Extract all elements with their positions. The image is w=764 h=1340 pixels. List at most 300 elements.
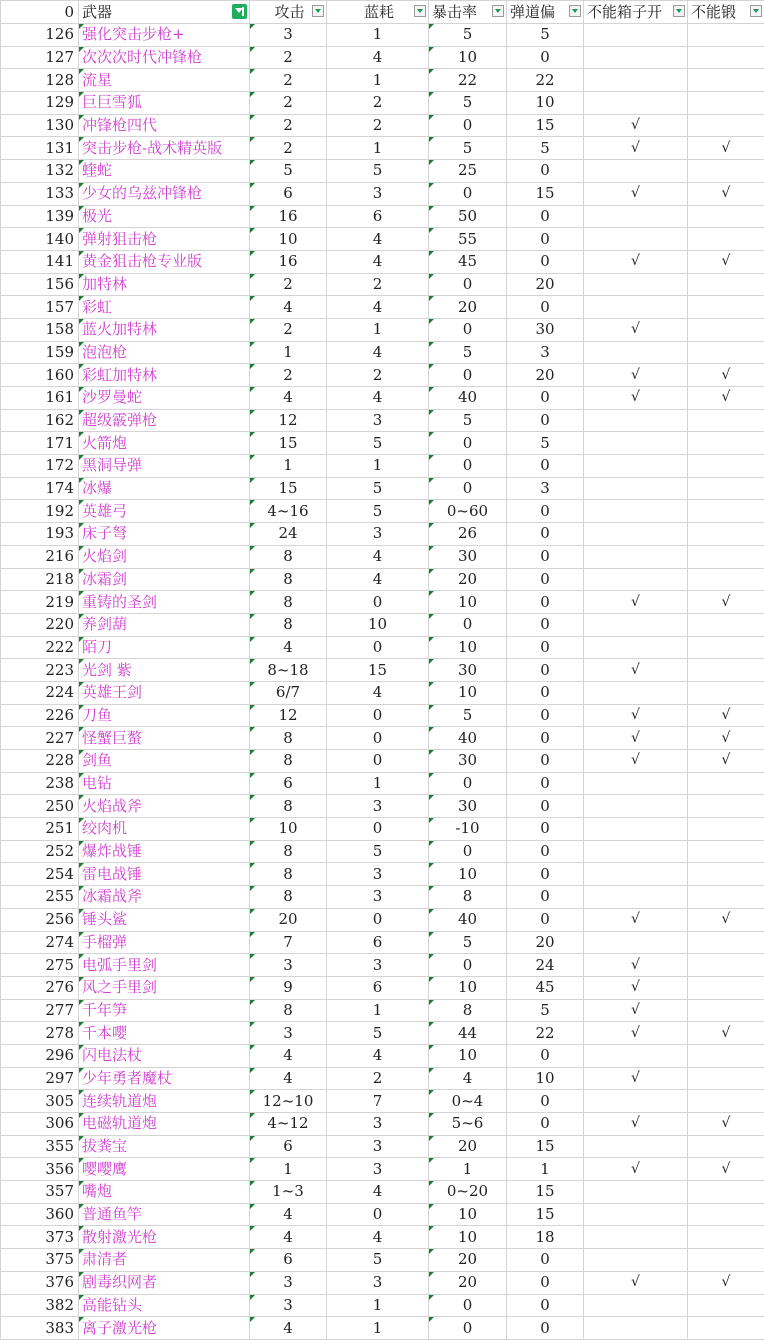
row-number[interactable]: 161 <box>1 387 79 410</box>
no-forge-mark[interactable]: √ <box>688 727 764 750</box>
no-forge-mark[interactable] <box>688 886 764 909</box>
no-forge-mark[interactable] <box>688 1249 764 1272</box>
deviation-value[interactable]: 1 <box>507 1158 584 1181</box>
row-number[interactable]: 222 <box>1 636 79 659</box>
row-number[interactable]: 133 <box>1 182 79 205</box>
crit-value[interactable]: 55 <box>429 228 507 251</box>
no-forge-mark[interactable]: √ <box>688 137 764 160</box>
row-number[interactable]: 355 <box>1 1135 79 1158</box>
weapon-name[interactable]: 千年笋 <box>79 999 250 1022</box>
mana-value[interactable]: 6 <box>327 205 429 228</box>
no-forge-mark[interactable] <box>688 1181 764 1204</box>
row-number[interactable]: 276 <box>1 976 79 999</box>
attack-value[interactable]: 6 <box>250 772 327 795</box>
crit-value[interactable]: 20 <box>429 1249 507 1272</box>
no-chest-mark[interactable] <box>584 432 688 455</box>
mana-value[interactable]: 4 <box>327 1181 429 1204</box>
no-forge-mark[interactable]: √ <box>688 704 764 727</box>
crit-value[interactable]: 10 <box>429 1226 507 1249</box>
no-chest-mark[interactable]: √ <box>584 1113 688 1136</box>
header-deviation[interactable] <box>507 1 584 24</box>
mana-value[interactable]: 0 <box>327 727 429 750</box>
row-number[interactable]: 129 <box>1 92 79 115</box>
deviation-value[interactable]: 0 <box>507 750 584 773</box>
mana-value[interactable]: 10 <box>327 613 429 636</box>
no-forge-mark[interactable] <box>688 114 764 137</box>
no-forge-mark[interactable] <box>688 228 764 251</box>
row-number[interactable]: 131 <box>1 137 79 160</box>
no-forge-mark[interactable] <box>688 999 764 1022</box>
attack-value[interactable]: 4 <box>250 1226 327 1249</box>
no-chest-mark[interactable] <box>584 1294 688 1317</box>
deviation-value[interactable]: 0 <box>507 387 584 410</box>
crit-value[interactable]: 30 <box>429 750 507 773</box>
row-number[interactable]: 251 <box>1 818 79 841</box>
attack-value[interactable]: 6 <box>250 1135 327 1158</box>
crit-value[interactable]: 5 <box>429 341 507 364</box>
no-forge-mark[interactable] <box>688 1294 764 1317</box>
attack-value[interactable]: 8 <box>250 863 327 886</box>
mana-value[interactable]: 1 <box>327 455 429 478</box>
crit-value[interactable]: 20 <box>429 296 507 319</box>
no-forge-mark[interactable] <box>688 1135 764 1158</box>
attack-value[interactable]: 1 <box>250 455 327 478</box>
deviation-value[interactable]: 22 <box>507 1022 584 1045</box>
crit-value[interactable]: 0 <box>429 182 507 205</box>
row-number[interactable]: 238 <box>1 772 79 795</box>
deviation-value[interactable]: 0 <box>507 1090 584 1113</box>
weapon-name[interactable]: 拔粪宝 <box>79 1135 250 1158</box>
deviation-value[interactable]: 0 <box>507 296 584 319</box>
mana-value[interactable]: 4 <box>327 46 429 69</box>
weapon-name[interactable]: 手榴弹 <box>79 931 250 954</box>
no-forge-mark[interactable]: √ <box>688 250 764 273</box>
deviation-value[interactable]: 0 <box>507 659 584 682</box>
mana-value[interactable]: 0 <box>327 908 429 931</box>
weapon-name[interactable]: 彩虹 <box>79 296 250 319</box>
crit-value[interactable]: 10 <box>429 1044 507 1067</box>
no-forge-mark[interactable] <box>688 500 764 523</box>
crit-value[interactable]: 10 <box>429 863 507 886</box>
deviation-value[interactable]: 0 <box>507 250 584 273</box>
mana-value[interactable]: 5 <box>327 160 429 183</box>
deviation-value[interactable]: 0 <box>507 46 584 69</box>
no-forge-mark[interactable] <box>688 681 764 704</box>
attack-value[interactable]: 4 <box>250 387 327 410</box>
mana-value[interactable]: 5 <box>327 500 429 523</box>
crit-value[interactable]: 4 <box>429 1067 507 1090</box>
no-chest-mark[interactable]: √ <box>584 750 688 773</box>
mana-value[interactable]: 15 <box>327 659 429 682</box>
weapon-name[interactable]: 次次次时代冲锋枪 <box>79 46 250 69</box>
weapon-name[interactable]: 千本嘤 <box>79 1022 250 1045</box>
no-chest-mark[interactable]: √ <box>584 1022 688 1045</box>
row-number[interactable]: 376 <box>1 1271 79 1294</box>
attack-value[interactable]: 16 <box>250 205 327 228</box>
no-forge-mark[interactable] <box>688 1203 764 1226</box>
weapon-name[interactable]: 弹射狙击枪 <box>79 228 250 251</box>
crit-value[interactable]: 30 <box>429 545 507 568</box>
weapon-name[interactable]: 强化突击步枪+ <box>79 24 250 47</box>
attack-value[interactable]: 4 <box>250 1067 327 1090</box>
crit-value[interactable]: 8 <box>429 886 507 909</box>
attack-value[interactable]: 4 <box>250 296 327 319</box>
weapon-name[interactable]: 加特林 <box>79 273 250 296</box>
row-number[interactable]: 296 <box>1 1044 79 1067</box>
deviation-value[interactable]: 0 <box>507 1317 584 1340</box>
no-forge-mark[interactable] <box>688 341 764 364</box>
no-chest-mark[interactable] <box>584 863 688 886</box>
weapon-name[interactable]: 英雄弓 <box>79 500 250 523</box>
no-forge-mark[interactable] <box>688 545 764 568</box>
no-forge-mark[interactable] <box>688 613 764 636</box>
header-weapon[interactable] <box>79 1 250 24</box>
no-chest-mark[interactable] <box>584 523 688 546</box>
crit-value[interactable]: 0 <box>429 432 507 455</box>
no-chest-mark[interactable] <box>584 455 688 478</box>
deviation-value[interactable]: 24 <box>507 954 584 977</box>
row-number[interactable]: 373 <box>1 1226 79 1249</box>
no-chest-mark[interactable]: √ <box>584 1271 688 1294</box>
row-number[interactable]: 172 <box>1 455 79 478</box>
crit-value[interactable]: 10 <box>429 976 507 999</box>
weapon-name[interactable]: 雷电战锤 <box>79 863 250 886</box>
no-chest-mark[interactable] <box>584 160 688 183</box>
no-forge-mark[interactable] <box>688 160 764 183</box>
deviation-value[interactable]: 45 <box>507 976 584 999</box>
deviation-value[interactable]: 22 <box>507 69 584 92</box>
no-chest-mark[interactable] <box>584 409 688 432</box>
no-chest-mark[interactable] <box>584 1226 688 1249</box>
mana-value[interactable]: 3 <box>327 1135 429 1158</box>
deviation-value[interactable]: 20 <box>507 273 584 296</box>
attack-value[interactable]: 8 <box>250 545 327 568</box>
crit-value[interactable]: 8 <box>429 999 507 1022</box>
no-chest-mark[interactable]: √ <box>584 954 688 977</box>
weapon-name[interactable]: 爆炸战锤 <box>79 840 250 863</box>
row-number[interactable]: 306 <box>1 1113 79 1136</box>
mana-value[interactable]: 2 <box>327 364 429 387</box>
dropdown-arrow-icon[interactable] <box>414 5 426 17</box>
deviation-value[interactable]: 0 <box>507 1271 584 1294</box>
row-number[interactable]: 375 <box>1 1249 79 1272</box>
weapon-name[interactable]: 极光 <box>79 205 250 228</box>
attack-value[interactable]: 12 <box>250 704 327 727</box>
no-chest-mark[interactable]: √ <box>584 114 688 137</box>
filter-active-icon[interactable] <box>232 4 247 19</box>
no-chest-mark[interactable]: √ <box>584 1067 688 1090</box>
mana-value[interactable]: 4 <box>327 250 429 273</box>
attack-value[interactable]: 2 <box>250 364 327 387</box>
row-number[interactable]: 128 <box>1 69 79 92</box>
no-chest-mark[interactable]: √ <box>584 318 688 341</box>
mana-value[interactable]: 3 <box>327 523 429 546</box>
attack-value[interactable]: 8 <box>250 795 327 818</box>
weapon-name[interactable]: 流星 <box>79 69 250 92</box>
mana-value[interactable]: 2 <box>327 1067 429 1090</box>
crit-value[interactable]: 5~6 <box>429 1113 507 1136</box>
weapon-name[interactable]: 光剑 紫 <box>79 659 250 682</box>
no-forge-mark[interactable] <box>688 636 764 659</box>
crit-value[interactable]: 40 <box>429 908 507 931</box>
row-number[interactable]: 254 <box>1 863 79 886</box>
weapon-name[interactable]: 剑鱼 <box>79 750 250 773</box>
no-forge-mark[interactable] <box>688 1226 764 1249</box>
crit-value[interactable]: 0 <box>429 772 507 795</box>
deviation-value[interactable]: 15 <box>507 114 584 137</box>
deviation-value[interactable]: 0 <box>507 545 584 568</box>
mana-value[interactable]: 7 <box>327 1090 429 1113</box>
weapon-name[interactable]: 陌刀 <box>79 636 250 659</box>
weapon-name[interactable]: 散射激光枪 <box>79 1226 250 1249</box>
attack-value[interactable]: 4 <box>250 1317 327 1340</box>
mana-value[interactable]: 4 <box>327 387 429 410</box>
mana-value[interactable]: 0 <box>327 591 429 614</box>
attack-value[interactable]: 4~12 <box>250 1113 327 1136</box>
attack-value[interactable]: 1~3 <box>250 1181 327 1204</box>
attack-value[interactable]: 8 <box>250 591 327 614</box>
mana-value[interactable]: 6 <box>327 931 429 954</box>
no-chest-mark[interactable] <box>584 1181 688 1204</box>
no-forge-mark[interactable] <box>688 568 764 591</box>
mana-value[interactable]: 4 <box>327 296 429 319</box>
mana-value[interactable]: 1 <box>327 999 429 1022</box>
weapon-name[interactable]: 超级霰弹枪 <box>79 409 250 432</box>
no-forge-mark[interactable]: √ <box>688 1022 764 1045</box>
mana-value[interactable]: 4 <box>327 568 429 591</box>
mana-value[interactable]: 1 <box>327 137 429 160</box>
no-forge-mark[interactable]: √ <box>688 750 764 773</box>
crit-value[interactable]: 0 <box>429 273 507 296</box>
mana-value[interactable]: 4 <box>327 228 429 251</box>
no-forge-mark[interactable] <box>688 477 764 500</box>
attack-value[interactable]: 8 <box>250 727 327 750</box>
attack-value[interactable]: 12 <box>250 409 327 432</box>
deviation-value[interactable]: 30 <box>507 318 584 341</box>
mana-value[interactable]: 3 <box>327 954 429 977</box>
no-chest-mark[interactable] <box>584 568 688 591</box>
mana-value[interactable]: 1 <box>327 772 429 795</box>
attack-value[interactable]: 10 <box>250 818 327 841</box>
weapon-name[interactable]: 冰霜战斧 <box>79 886 250 909</box>
row-number[interactable]: 228 <box>1 750 79 773</box>
no-chest-mark[interactable]: √ <box>584 182 688 205</box>
no-forge-mark[interactable]: √ <box>688 364 764 387</box>
weapon-name[interactable]: 电钻 <box>79 772 250 795</box>
no-chest-mark[interactable]: √ <box>584 591 688 614</box>
mana-value[interactable]: 3 <box>327 1158 429 1181</box>
mana-value[interactable]: 5 <box>327 1022 429 1045</box>
mana-value[interactable]: 6 <box>327 976 429 999</box>
deviation-value[interactable]: 0 <box>507 1249 584 1272</box>
row-number[interactable]: 139 <box>1 205 79 228</box>
crit-value[interactable]: 5 <box>429 704 507 727</box>
row-number[interactable]: 227 <box>1 727 79 750</box>
row-number[interactable]: 158 <box>1 318 79 341</box>
corner-cell[interactable]: 0 <box>1 1 79 24</box>
attack-value[interactable]: 10 <box>250 228 327 251</box>
row-number[interactable]: 157 <box>1 296 79 319</box>
no-forge-mark[interactable]: √ <box>688 591 764 614</box>
mana-value[interactable]: 1 <box>327 24 429 47</box>
mana-value[interactable]: 3 <box>327 863 429 886</box>
attack-value[interactable]: 8 <box>250 568 327 591</box>
weapon-name[interactable]: 巨巨雪狐 <box>79 92 250 115</box>
weapon-name[interactable]: 电磁轨道炮 <box>79 1113 250 1136</box>
row-number[interactable]: 160 <box>1 364 79 387</box>
attack-value[interactable]: 12~10 <box>250 1090 327 1113</box>
row-number[interactable]: 140 <box>1 228 79 251</box>
no-forge-mark[interactable]: √ <box>688 1271 764 1294</box>
deviation-value[interactable]: 10 <box>507 92 584 115</box>
crit-value[interactable]: 30 <box>429 659 507 682</box>
row-number[interactable]: 357 <box>1 1181 79 1204</box>
weapon-name[interactable]: 绞肉机 <box>79 818 250 841</box>
row-number[interactable]: 141 <box>1 250 79 273</box>
weapon-name[interactable]: 肃清者 <box>79 1249 250 1272</box>
row-number[interactable]: 278 <box>1 1022 79 1045</box>
row-number[interactable]: 171 <box>1 432 79 455</box>
crit-value[interactable]: 5 <box>429 92 507 115</box>
crit-value[interactable]: 0 <box>429 613 507 636</box>
deviation-value[interactable]: 0 <box>507 613 584 636</box>
weapon-name[interactable]: 电弧手里剑 <box>79 954 250 977</box>
attack-value[interactable]: 2 <box>250 137 327 160</box>
weapon-name[interactable]: 蝰蛇 <box>79 160 250 183</box>
deviation-value[interactable]: 0 <box>507 1113 584 1136</box>
weapon-name[interactable]: 剧毒织网者 <box>79 1271 250 1294</box>
mana-value[interactable]: 5 <box>327 1249 429 1272</box>
attack-value[interactable]: 15 <box>250 477 327 500</box>
no-forge-mark[interactable]: √ <box>688 182 764 205</box>
deviation-value[interactable]: 0 <box>507 1044 584 1067</box>
attack-value[interactable]: 8 <box>250 750 327 773</box>
no-chest-mark[interactable] <box>584 636 688 659</box>
deviation-value[interactable]: 5 <box>507 432 584 455</box>
deviation-value[interactable]: 0 <box>507 681 584 704</box>
attack-value[interactable]: 6 <box>250 182 327 205</box>
no-chest-mark[interactable] <box>584 228 688 251</box>
deviation-value[interactable]: 0 <box>507 908 584 931</box>
no-forge-mark[interactable] <box>688 954 764 977</box>
deviation-value[interactable]: 3 <box>507 477 584 500</box>
no-forge-mark[interactable] <box>688 318 764 341</box>
row-number[interactable]: 277 <box>1 999 79 1022</box>
deviation-value[interactable]: 0 <box>507 704 584 727</box>
weapon-name[interactable]: 怪蟹巨螯 <box>79 727 250 750</box>
attack-value[interactable]: 20 <box>250 908 327 931</box>
crit-value[interactable]: 5 <box>429 931 507 954</box>
row-number[interactable]: 275 <box>1 954 79 977</box>
deviation-value[interactable]: 20 <box>507 931 584 954</box>
no-forge-mark[interactable] <box>688 455 764 478</box>
no-chest-mark[interactable]: √ <box>584 1158 688 1181</box>
no-forge-mark[interactable] <box>688 795 764 818</box>
crit-value[interactable]: 30 <box>429 795 507 818</box>
no-chest-mark[interactable]: √ <box>584 659 688 682</box>
mana-value[interactable]: 3 <box>327 409 429 432</box>
attack-value[interactable]: 3 <box>250 24 327 47</box>
no-chest-mark[interactable] <box>584 477 688 500</box>
header-no-chest[interactable] <box>584 1 688 24</box>
attack-value[interactable]: 8~18 <box>250 659 327 682</box>
weapon-name[interactable]: 嘴炮 <box>79 1181 250 1204</box>
no-chest-mark[interactable] <box>584 296 688 319</box>
no-forge-mark[interactable] <box>688 409 764 432</box>
mana-value[interactable]: 4 <box>327 1044 429 1067</box>
weapon-name[interactable]: 冰爆 <box>79 477 250 500</box>
mana-value[interactable]: 1 <box>327 318 429 341</box>
row-number[interactable]: 255 <box>1 886 79 909</box>
crit-value[interactable]: 44 <box>429 1022 507 1045</box>
weapon-name[interactable]: 床子弩 <box>79 523 250 546</box>
deviation-value[interactable]: 5 <box>507 24 584 47</box>
crit-value[interactable]: 0 <box>429 954 507 977</box>
no-chest-mark[interactable]: √ <box>584 908 688 931</box>
mana-value[interactable]: 4 <box>327 341 429 364</box>
attack-value[interactable]: 3 <box>250 1271 327 1294</box>
no-forge-mark[interactable]: √ <box>688 908 764 931</box>
no-chest-mark[interactable]: √ <box>584 137 688 160</box>
deviation-value[interactable]: 0 <box>507 409 584 432</box>
no-chest-mark[interactable] <box>584 818 688 841</box>
no-forge-mark[interactable] <box>688 46 764 69</box>
mana-value[interactable]: 1 <box>327 1317 429 1340</box>
deviation-value[interactable]: 10 <box>507 1067 584 1090</box>
no-forge-mark[interactable] <box>688 772 764 795</box>
weapon-name[interactable]: 蓝火加特林 <box>79 318 250 341</box>
crit-value[interactable]: -10 <box>429 818 507 841</box>
no-chest-mark[interactable] <box>584 795 688 818</box>
attack-value[interactable]: 15 <box>250 432 327 455</box>
mana-value[interactable]: 3 <box>327 1271 429 1294</box>
deviation-value[interactable]: 0 <box>507 840 584 863</box>
crit-value[interactable]: 0 <box>429 1294 507 1317</box>
attack-value[interactable]: 3 <box>250 954 327 977</box>
row-number[interactable]: 256 <box>1 908 79 931</box>
weapon-name[interactable]: 锤头鲨 <box>79 908 250 931</box>
mana-value[interactable]: 4 <box>327 681 429 704</box>
weapon-name[interactable]: 嘤嘤鹰 <box>79 1158 250 1181</box>
attack-value[interactable]: 4 <box>250 636 327 659</box>
mana-value[interactable]: 2 <box>327 92 429 115</box>
row-number[interactable]: 126 <box>1 24 79 47</box>
crit-value[interactable]: 26 <box>429 523 507 546</box>
header-attack[interactable] <box>250 1 327 24</box>
no-forge-mark[interactable] <box>688 92 764 115</box>
no-forge-mark[interactable] <box>688 863 764 886</box>
mana-value[interactable]: 0 <box>327 1203 429 1226</box>
deviation-value[interactable]: 0 <box>507 205 584 228</box>
deviation-value[interactable]: 5 <box>507 137 584 160</box>
attack-value[interactable]: 3 <box>250 1294 327 1317</box>
weapon-name[interactable]: 冲锋枪四代 <box>79 114 250 137</box>
no-forge-mark[interactable] <box>688 1044 764 1067</box>
attack-value[interactable]: 9 <box>250 976 327 999</box>
no-forge-mark[interactable]: √ <box>688 387 764 410</box>
no-forge-mark[interactable] <box>688 432 764 455</box>
crit-value[interactable]: 40 <box>429 387 507 410</box>
row-number[interactable]: 224 <box>1 681 79 704</box>
mana-value[interactable]: 3 <box>327 1113 429 1136</box>
deviation-value[interactable]: 0 <box>507 795 584 818</box>
attack-value[interactable]: 2 <box>250 92 327 115</box>
deviation-value[interactable]: 15 <box>507 182 584 205</box>
attack-value[interactable]: 6 <box>250 1249 327 1272</box>
crit-value[interactable]: 45 <box>429 250 507 273</box>
deviation-value[interactable]: 18 <box>507 1226 584 1249</box>
no-forge-mark[interactable] <box>688 1090 764 1113</box>
